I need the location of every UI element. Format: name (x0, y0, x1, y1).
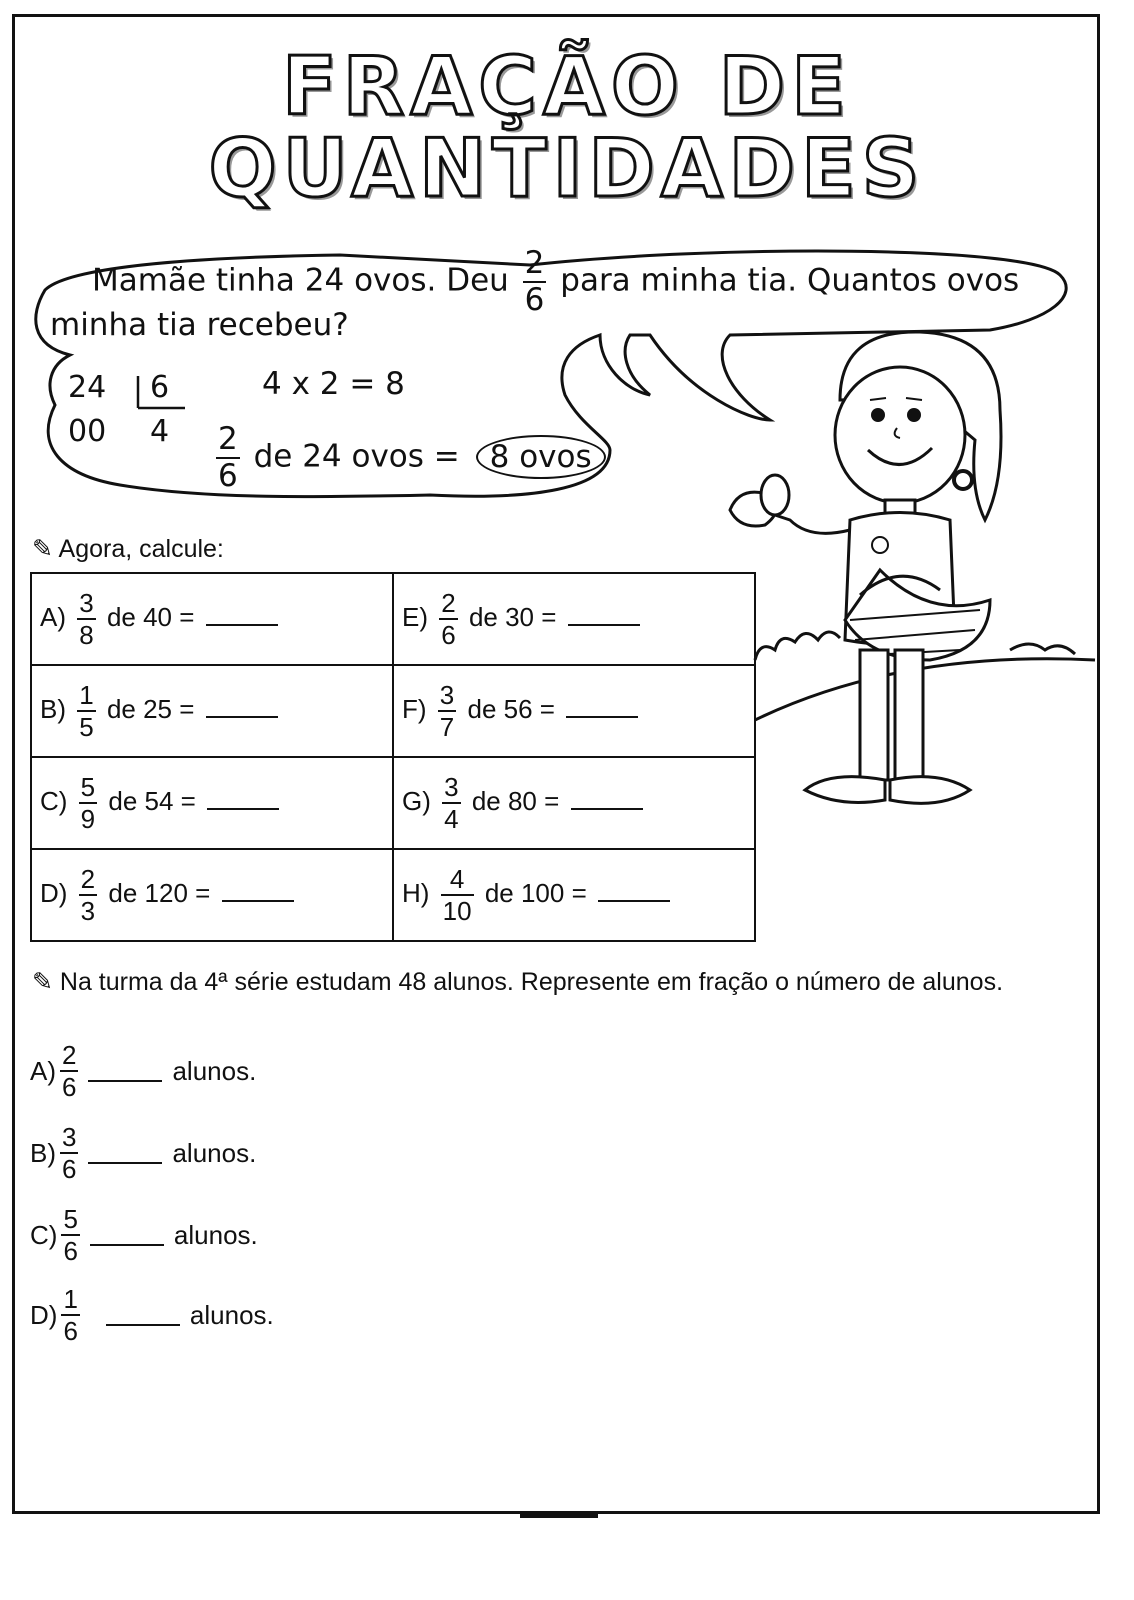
exercise-fraction (79, 774, 97, 832)
student-item (30, 1042, 256, 1100)
exercise-cell (393, 849, 755, 941)
exercise-label: G) (402, 785, 431, 816)
answer-blank[interactable] (222, 880, 294, 902)
division-dividend: 24 (68, 370, 107, 405)
fraction-numerator: 2 (62, 1040, 77, 1070)
fraction-numerator: 3 (79, 588, 94, 618)
exercise-cell (393, 665, 755, 757)
student-label: A) (30, 1055, 56, 1086)
fraction-numerator: 5 (80, 772, 96, 802)
multiplication-line: 4 x 2 = 8 (262, 366, 405, 402)
student-label: B) (30, 1137, 56, 1168)
fraction-denominator: 10 (442, 896, 472, 926)
fraction-numerator: 2 (80, 864, 96, 894)
exercise-text: de 100 = (484, 877, 587, 908)
student-fraction (60, 1042, 78, 1100)
exercise-fraction (439, 590, 457, 648)
exercise-fraction (442, 774, 460, 832)
exercise-cell (393, 757, 755, 849)
exercise-text: de 30 = (468, 601, 557, 632)
division-bracket (130, 370, 190, 420)
page-bottom-tab (520, 1512, 598, 1518)
worksheet-title-line-2: QUANTIDADES (208, 122, 926, 215)
exercise-cell (31, 665, 393, 757)
result-line (212, 421, 606, 494)
answer-blank[interactable] (566, 696, 638, 718)
student-fraction (60, 1124, 78, 1182)
result-fraction (216, 421, 240, 494)
fraction-denominator: 6 (63, 1236, 78, 1266)
worksheet-title-line-1: FRAÇÃO DE (282, 40, 852, 133)
student-fraction (61, 1286, 79, 1344)
exercise-text: de 56 = (467, 693, 555, 724)
student-text: alunos. (173, 1219, 258, 1250)
fraction-denominator: 9 (80, 804, 96, 834)
exercise-fraction (79, 866, 97, 924)
fraction-numerator: 3 (62, 1122, 77, 1152)
fraction-denominator: 4 (444, 804, 459, 834)
answer-blank[interactable] (90, 1224, 164, 1246)
exercise-label: E) (402, 601, 428, 632)
exercise-text: de 80 = (471, 785, 560, 816)
fraction-numerator: 1 (79, 680, 94, 710)
fraction-numerator: 2 (218, 421, 238, 457)
answer-blank[interactable] (207, 788, 279, 810)
fraction-denominator: 7 (439, 712, 455, 742)
division-divisor: 6 (150, 370, 170, 405)
instruction-students: ✎ Na turma da 4ª série estudam 48 alunos. Represente em fração o número de alunos. (32, 968, 1004, 996)
exercise-label: A) (40, 601, 66, 632)
exercise-fraction (77, 682, 95, 740)
story-after: para minha tia. Quantos ovos (560, 262, 1020, 299)
division-quotient: 4 (150, 414, 170, 449)
answer-blank[interactable] (206, 696, 278, 718)
fraction-denominator: 6 (62, 1072, 77, 1102)
story-line-2: minha tia recebeu? (50, 307, 349, 343)
answer-blank[interactable] (598, 880, 670, 902)
exercise-label: C) (40, 785, 68, 816)
girl-illustration (700, 320, 1100, 820)
answer-blank[interactable] (568, 604, 640, 626)
exercise-text: de 120 = (108, 877, 211, 908)
exercise-text: de 54 = (108, 785, 196, 816)
exercise-cell (31, 573, 393, 665)
exercise-fraction (441, 866, 474, 924)
instruction-calculate: ✎ Agora, calcule: (32, 535, 224, 563)
exercise-label: D) (40, 877, 68, 908)
student-text: alunos. (172, 1137, 257, 1168)
result-text: de 24 ovos = (253, 438, 460, 475)
answer-blank[interactable] (88, 1060, 162, 1082)
student-item (30, 1124, 256, 1182)
student-item (30, 1206, 258, 1264)
student-label: D) (30, 1299, 58, 1330)
student-text: alunos. (189, 1299, 274, 1330)
fraction-numerator: 2 (441, 588, 456, 618)
exercise-table (30, 572, 756, 942)
exercise-cell (31, 849, 393, 941)
answer-blank[interactable] (88, 1142, 162, 1164)
answer-blank[interactable] (106, 1304, 180, 1326)
fraction-denominator: 6 (63, 1316, 78, 1346)
exercise-label: F) (402, 693, 427, 724)
exercise-cell (31, 757, 393, 849)
fraction-numerator: 3 (439, 680, 455, 710)
exercise-text: de 40 = (106, 601, 195, 632)
story-line-1 (92, 245, 1020, 318)
fraction-denominator: 6 (441, 620, 456, 650)
exercise-fraction (438, 682, 456, 740)
exercise-text: de 25 = (106, 693, 195, 724)
fraction-numerator: 2 (524, 245, 545, 281)
fraction-denominator: 3 (80, 896, 96, 926)
student-label: C) (30, 1219, 58, 1250)
student-fraction (61, 1206, 79, 1264)
division-remainder: 00 (68, 414, 107, 449)
exercise-cell (393, 573, 755, 665)
fraction-denominator: 6 (62, 1154, 77, 1184)
answer-blank[interactable] (571, 788, 643, 810)
fraction-numerator: 4 (449, 864, 465, 894)
student-item (30, 1286, 274, 1344)
exercise-label: B) (40, 693, 66, 724)
story-before: Mamãe tinha 24 ovos. Deu (92, 262, 509, 299)
fraction-denominator: 6 (524, 282, 545, 318)
story-fraction (523, 245, 547, 318)
fraction-denominator: 8 (79, 620, 94, 650)
fraction-numerator: 1 (63, 1284, 78, 1314)
fraction-numerator: 5 (63, 1204, 78, 1234)
fraction-numerator: 3 (444, 772, 459, 802)
exercise-fraction (77, 590, 95, 648)
fraction-denominator: 5 (79, 712, 94, 742)
student-text: alunos. (172, 1055, 257, 1086)
exercise-label: H) (402, 877, 430, 908)
answer-blank[interactable] (206, 604, 278, 626)
circled-answer: 8 ovos (476, 435, 606, 479)
fraction-denominator: 6 (218, 458, 238, 494)
